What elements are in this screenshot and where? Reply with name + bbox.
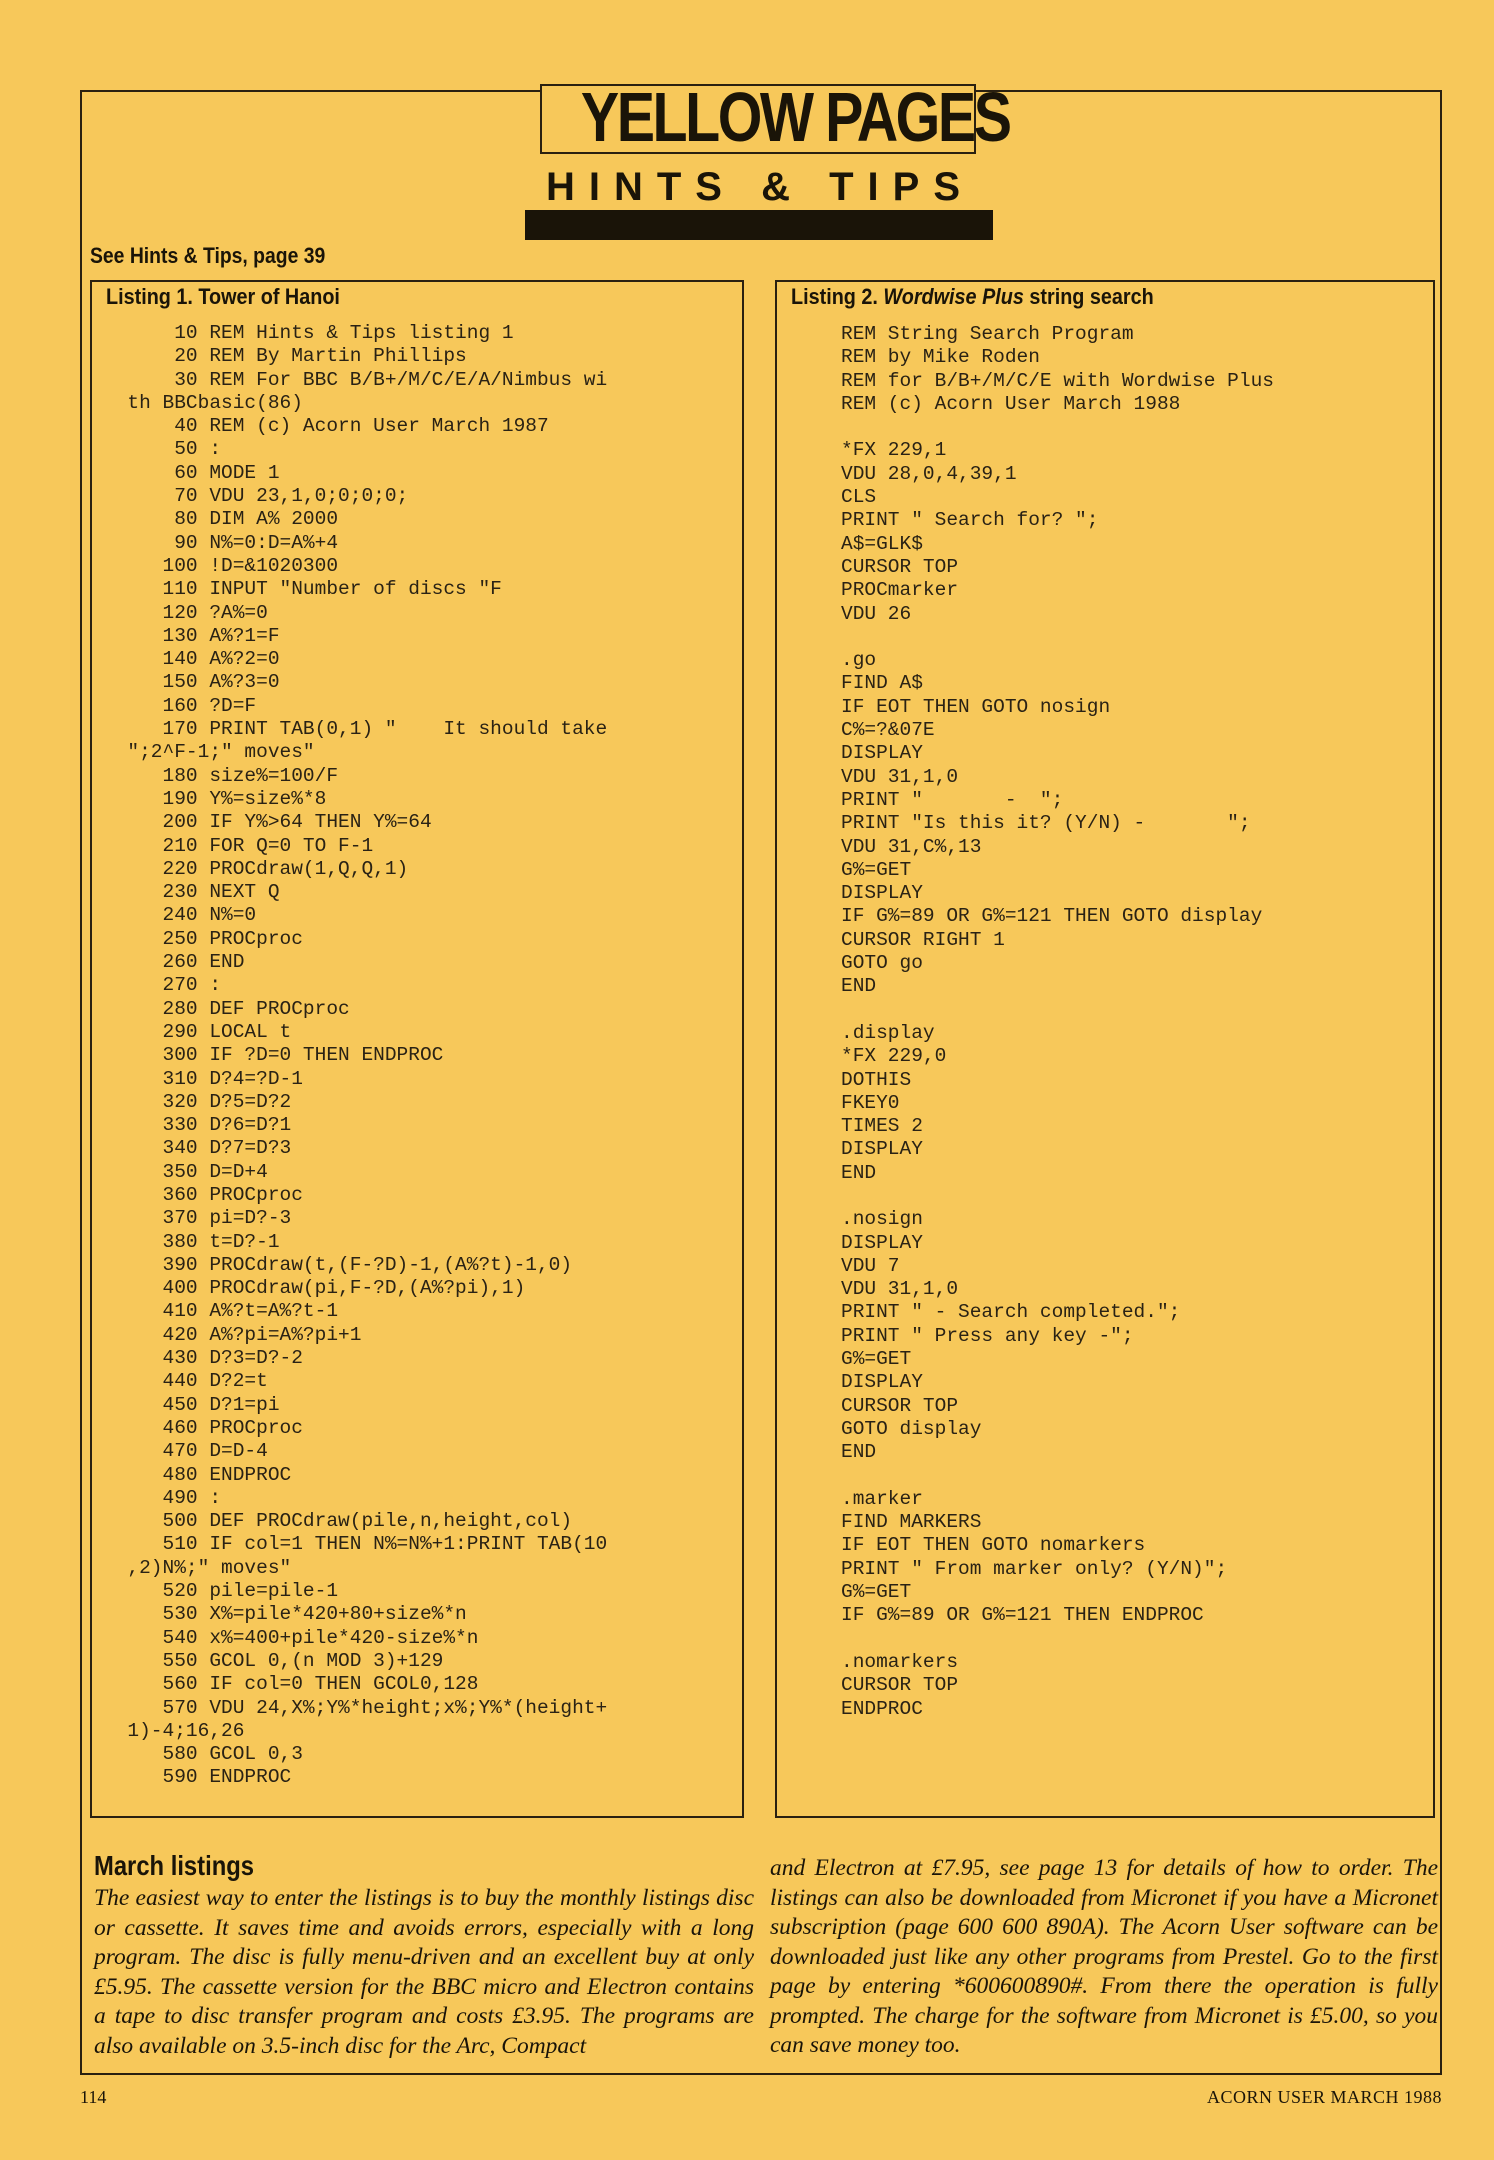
listing-1-title: Listing 1. Tower of Hanoi	[106, 284, 340, 309]
magazine-footer: ACORN USER MARCH 1988	[1206, 2087, 1442, 2107]
listing-1-code: 10 REM Hints & Tips listing 1 20 REM By Martin Phillips 30 REM For BBC B/B+/M/C/E/A/Nimbus wi th BBCbasic(86) 40 REM (c) Acorn User March 1987 50 : 60 MODE 1 70 VDU 23,1,0;0;0;0; 80 DIM A% 2000 90 N%=0:D=A%+4 100 !D=&1020300 110 INPUT "Number of discs "F 120 ?A%=0 130 A%?1=F 140 A%?2=0 150 A%?3=0 160 ?D=F 170 PRINT TAB(0,1) " It should take ";2^F-1;" moves" 180 size%=100/F 190 Y%=size%*8 200 IF Y%>64 THEN Y%=64 210 FOR Q=0 TO F-1 220 PROCdraw(1,Q,Q,1) 230 NEXT Q 240 N%=0 250 PROCproc 260 END 270 : 280 DEF PROCproc 290 LOCAL t 300 IF ?D=0 THEN ENDPROC 310 D?4=?D-1 320 D?5=D?2 330 D?6=D?1 340 D?7=D?3 350 D=D+4 360 PROCproc 370 pi=D?-3 380 t=D?-1 390 PROCdraw(t,(F-?D)-1,(A%?t)-1,0) 400 PROCdraw(pi,F-?D,(A%?pi),1) 410 A%?t=A%?t-1 420 A%?pi=A%?pi+1 430 D?3=D?-2 440 D?2=t 450 D?1=pi 460 PROCproc 470 D=D-4 480 ENDPROC 490 : 500 DEF PROCdraw(pile,n,height,col) 510 IF col=1 THEN N%=N%+1:PRINT TAB(10 ,2)N%;" moves" 520 pile=pile-1 530 X%=pile*420+80+size%*n 540 x%=400+pile*420-size%*n 550 GCOL 0,(n MOD 3)+129 560 IF col=0 THEN GCOL0,128 570 VDU 24,X%;Y%*height;x%;Y%*(height+ 1)-4;16,26 580 GCOL 0,3 590 ENDPROC	[127, 322, 608, 1789]
listing-1-box	[90, 280, 744, 1818]
title-box	[540, 78, 1010, 156]
listing-2-box	[775, 280, 1435, 1818]
title-bar	[525, 210, 993, 240]
listing-2-title	[791, 284, 1154, 310]
march-paragraph-1: The easiest way to enter the listings is to buy the monthly listings disc or cassette. It saves time and avoids errors, especially with a long program. The disc is fully menu-driven and an excellent buy at only £5.95. The cassette version for the BBC micro and Electron contains a tape to disc transfer program and costs £3.95. The programs are also available on 3.5-inch disc for the Arc, Compact	[94, 1885, 754, 2059]
listing-2-title-suffix: string search	[1023, 284, 1154, 309]
listing-2-code: REM String Search Program REM by Mike Roden REM for B/B+/M/C/E with Wordwise Plus REM (c) Acorn User March 1988 *FX 229,1 VDU 28,0,4,39,1 CLS PRINT " Search for? "; A$=GLK$ CURSOR TOP PROCmarker VDU 26 .go FIND A$ IF EOT THEN GOTO nosign C%=?&07E DISPLAY VDU 31,1,0 PRINT " - "; PRINT "Is this it? (Y/N) - "; VDU 31,C%,13 G%=GET DISPLAY IF G%=89 OR G%=121 THEN GOTO display CURSOR RIGHT 1 GOTO go END .display *FX 229,0 DOTHIS FKEY0 TIMES 2 DISPLAY END .nosign DISPLAY VDU 7 VDU 31,1,0 PRINT " - Search completed."; PRINT " Press any key -"; G%=GET DISPLAY CURSOR TOP GOTO display END .marker FIND MARKERS IF EOT THEN GOTO nomarkers PRINT " From marker only? (Y/N)"; G%=GET IF G%=89 OR G%=121 THEN ENDPROC .nomarkers CURSOR TOP ENDPROC	[841, 323, 1274, 1720]
see-reference: See Hints & Tips, page 39	[90, 243, 326, 268]
march-listings-heading: March listings	[94, 1850, 255, 1881]
listing-2-title-prefix: Listing 2.	[791, 284, 884, 309]
march-paragraph-2: and Electron at £7.95, see page 13 for details of how to order. The listings can also be downloaded from Micronet if you have a Micronet subscription (page 600 600 890A). The Acorn User software can be downloaded just like any other programs from Prestel. Go to the first page by entering *600600890#. From there the operation is fully prompted. The charge for the software from Micronet is £5.00, so you can save money too.	[770, 1855, 1438, 2058]
page-number: 114	[80, 2087, 107, 2107]
section-subtitle: HINTS & TIPS	[545, 165, 975, 209]
listing-2-title-italic: Wordwise Plus	[883, 284, 1024, 309]
page-title: YELLOW PAGES	[580, 78, 1010, 156]
